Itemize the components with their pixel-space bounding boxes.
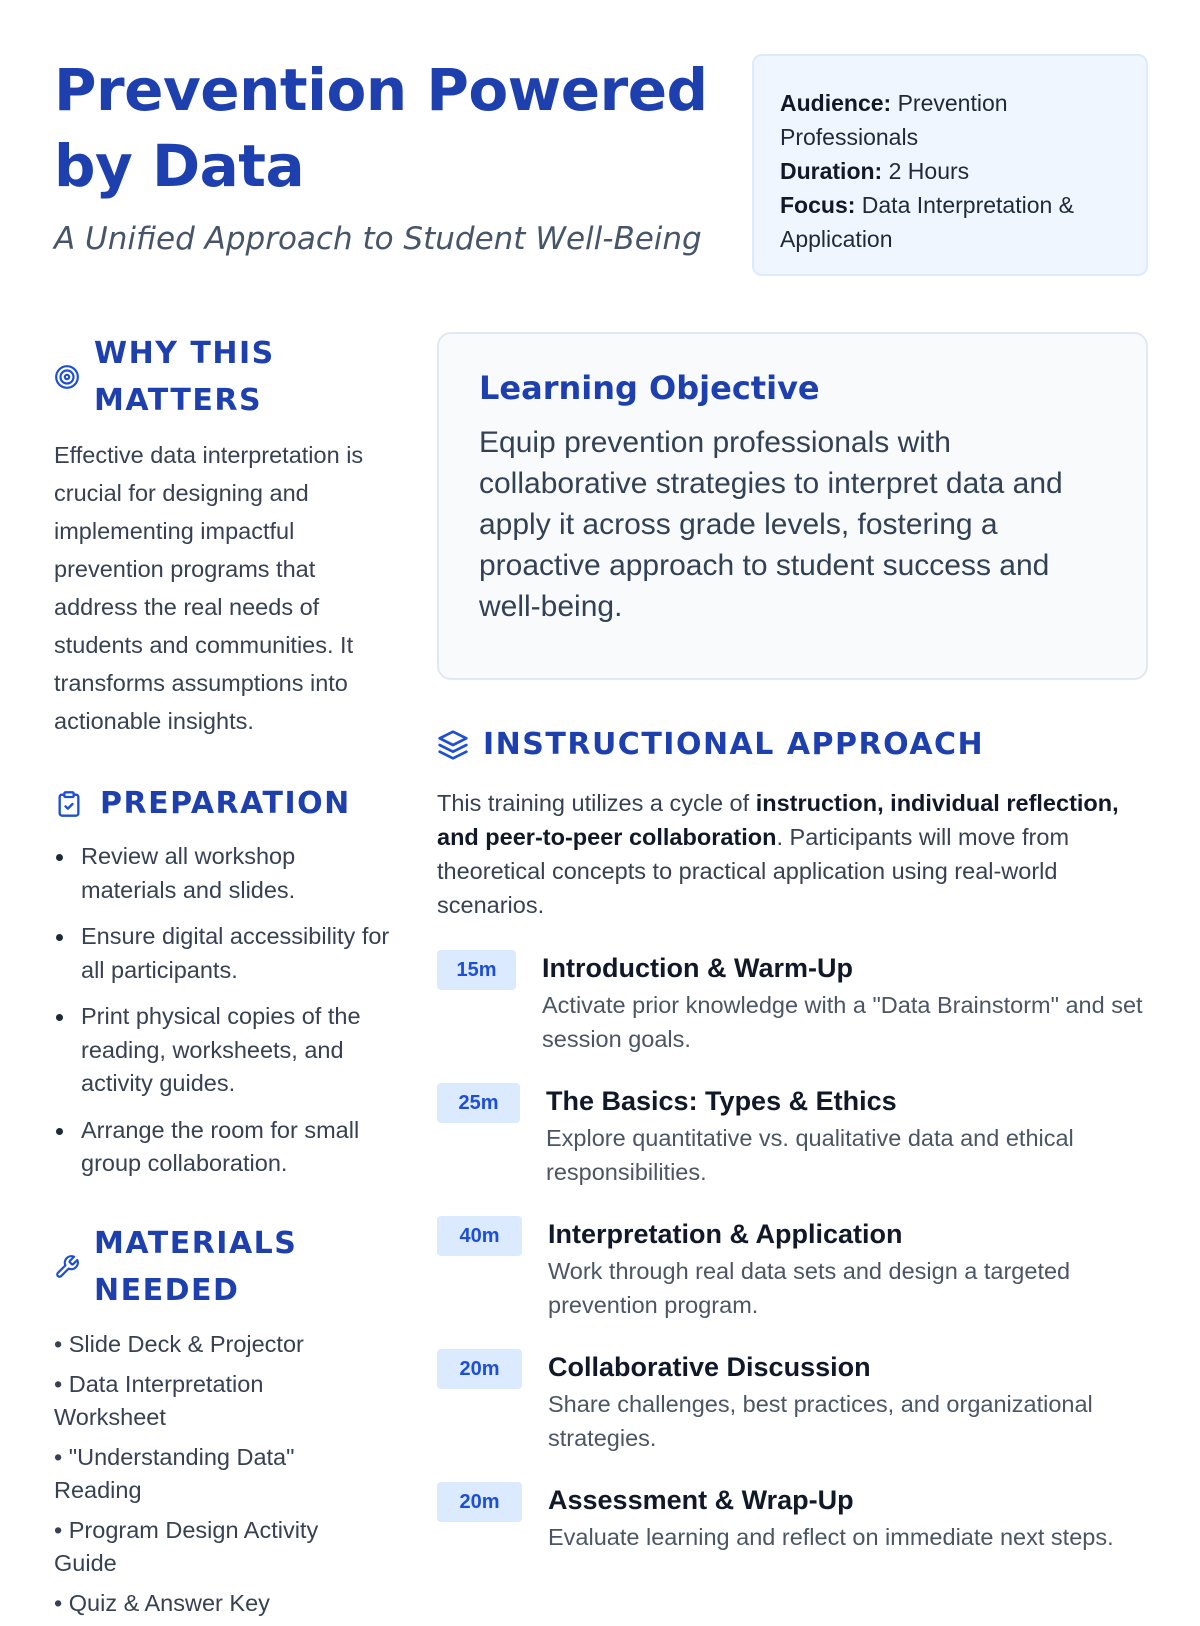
target-icon: [54, 364, 80, 390]
intro-text-end: . Participants will move from theoretical concepts to practical application using real-world scenarios.: [437, 824, 1070, 918]
step-title: Introduction & Warm-Up: [542, 953, 853, 983]
preparation-list: [54, 840, 394, 1194]
agenda-step: [437, 1347, 1153, 1455]
list-item: Arrange the room for small group collaboration.: [54, 1114, 394, 1181]
preparation-section-header: [54, 780, 351, 827]
agenda-step: [437, 1480, 1153, 1554]
step-body: [548, 1214, 1153, 1322]
learning-objective-card: [437, 332, 1148, 680]
intro-text-bold: instruction, individual reflection, and peer-to-peer collaboration: [437, 790, 1119, 850]
approach-heading: INSTRUCTIONAL APPROACH: [483, 727, 985, 762]
materials-list: [54, 1328, 374, 1626]
materials-section-header: [54, 1220, 354, 1314]
step-body: [542, 948, 1153, 1056]
audience-value: Prevention Professionals: [780, 90, 1008, 150]
focus-line: [780, 188, 1120, 256]
audience-label: Audience:: [780, 90, 892, 116]
materials-heading: MATERIALS NEEDED: [94, 1226, 298, 1308]
duration-label: Duration:: [780, 158, 883, 184]
step-description: Explore quantitative vs. qualitative data and ethical responsibilities.: [546, 1125, 1074, 1185]
step-body: [548, 1347, 1153, 1455]
list-item: Print physical copies of the reading, worksheets, and activity guides.: [54, 1000, 394, 1101]
why-heading: WHY THIS MATTERS: [94, 336, 275, 418]
list-item: • Quiz & Answer Key: [54, 1589, 270, 1616]
time-badge: 20m: [437, 1349, 522, 1389]
list-item: Ensure digital accessibility for all participants.: [54, 920, 394, 987]
step-title: The Basics: Types & Ethics: [546, 1086, 897, 1116]
agenda-step: [437, 1081, 1153, 1189]
agenda-step: [437, 1214, 1153, 1322]
focus-value: Data Interpretation & Application: [780, 192, 1075, 252]
page-subtitle: A Unified Approach to Student Well-Being: [54, 221, 702, 257]
objective-text: Equip prevention professionals with collaborative strategies to interpret data and apply it across grade levels, fostering a proactive approach to student success and well-being.: [479, 426, 1063, 623]
step-description: Work through real data sets and design a targeted prevention program.: [548, 1258, 1071, 1318]
intro-text-start: This training utilizes a cycle of: [437, 790, 756, 816]
step-body: [548, 1480, 1114, 1554]
step-description: Activate prior knowledge with a "Data Brainstorm" and set session goals.: [542, 992, 1143, 1052]
why-section-header: [54, 330, 354, 424]
layers-icon: [437, 729, 469, 761]
step-body: [546, 1081, 1153, 1189]
duration-line: [780, 154, 1120, 188]
step-title: Assessment & Wrap-Up: [548, 1485, 854, 1515]
step-description: Evaluate learning and reflect on immediate next steps.: [548, 1524, 1114, 1550]
focus-label: Focus:: [780, 192, 856, 218]
list-item: • Data Interpretation Worksheet: [54, 1370, 264, 1430]
time-badge: 25m: [437, 1083, 520, 1123]
step-title: Collaborative Discussion: [548, 1352, 871, 1382]
list-item: • Slide Deck & Projector: [54, 1331, 304, 1357]
list-item: Review all workshop materials and slides.: [54, 840, 394, 907]
preparation-heading: PREPARATION: [100, 786, 351, 821]
time-badge: 40m: [437, 1216, 522, 1256]
approach-section-header: [437, 721, 984, 768]
wrench-icon: [54, 1254, 80, 1280]
time-badge: 20m: [437, 1482, 522, 1522]
list-item: • "Understanding Data" Reading: [54, 1443, 295, 1503]
time-badge: 15m: [437, 950, 516, 990]
audience-line: [780, 86, 1120, 154]
page-title: Prevention Powered by Data: [54, 56, 708, 200]
objective-heading: Learning Objective: [479, 369, 820, 407]
duration-value: 2 Hours: [888, 158, 970, 184]
why-text: Effective data interpretation is crucial for designing and implementing impactful prevention programs that address the real needs of students and communities. It transforms assumptions into actionable insights.: [54, 442, 364, 734]
list-item: • Program Design Activity Guide: [54, 1516, 319, 1576]
approach-intro: [437, 786, 1153, 922]
clipboard-check-icon: [54, 789, 84, 819]
step-title: Interpretation & Application: [548, 1219, 903, 1249]
step-description: Share challenges, best practices, and organizational strategies.: [548, 1391, 1093, 1451]
session-info-box: [752, 54, 1148, 276]
agenda-step: [437, 948, 1153, 1056]
